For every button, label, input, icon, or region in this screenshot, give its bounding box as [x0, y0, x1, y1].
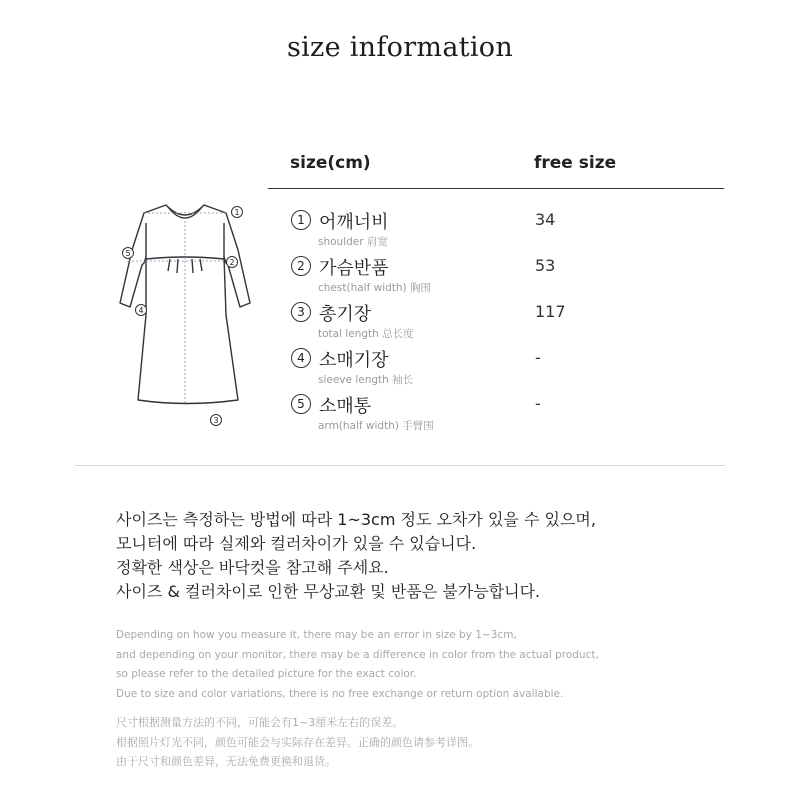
row-value: - — [535, 394, 541, 413]
row-number-badge: 3 — [291, 302, 311, 322]
notes-english — [116, 626, 736, 704]
size-row-shoulder — [291, 208, 591, 254]
note-line: Depending on how you measure it, there may be an error in size by 1~3cm, — [116, 629, 517, 641]
row-label-ko: 소매기장 — [319, 350, 389, 371]
marker-2 — [227, 257, 238, 268]
note-line: 尺寸根据测量方法的不同，可能会有1~3厘米左右的误差。 — [116, 716, 404, 729]
row-number-badge: 1 — [291, 210, 311, 230]
page-title: size information — [286, 32, 514, 63]
row-label-sub: arm(half width) 手臂围 — [318, 420, 434, 432]
size-column-header: size(cm) — [290, 153, 371, 173]
row-value: 117 — [535, 302, 566, 321]
note-line: and depending on your monitor, there may be a difference in color from the actual product, — [116, 648, 599, 661]
dress-sketch — [110, 195, 260, 435]
marker-5 — [123, 248, 134, 259]
size-row-sleeve-length — [291, 346, 591, 392]
size-row-chest — [291, 254, 591, 300]
size-row-arm — [291, 392, 591, 438]
row-label-ko: 소매통 — [319, 396, 372, 417]
note-line: Due to size and color variations, there is no free exchange or return option available. — [116, 687, 564, 700]
row-value: - — [535, 348, 541, 367]
size-table-header — [268, 150, 724, 189]
note-line: 由于尺寸和颜色差异，无法免费更换和退货。 — [116, 755, 336, 768]
notes-chinese — [116, 713, 736, 772]
svg-text:1: 1 — [234, 208, 240, 217]
row-label-sub: total length 总长度 — [318, 328, 414, 340]
row-label-ko: 총기장 — [319, 304, 372, 325]
section-divider — [75, 465, 725, 466]
svg-text:3: 3 — [213, 416, 219, 425]
row-label-ko: 가슴반품 — [319, 258, 389, 279]
note-line: 정확한 색상은 바닥컷을 참고해 주세요. — [116, 558, 389, 577]
marker-1 — [232, 207, 243, 218]
row-number-badge: 4 — [291, 348, 311, 368]
svg-text:4: 4 — [138, 306, 144, 315]
note-line: so please refer to the detailed picture for the exact color. — [116, 668, 417, 680]
row-label-sub: chest(half width) 胸围 — [318, 282, 431, 294]
row-value: 53 — [535, 256, 556, 275]
row-label-sub: shoulder 肩宽 — [318, 236, 388, 248]
size-row-total-length — [291, 300, 591, 346]
note-line: 사이즈 & 컬러차이로 인한 무상교환 및 반품은 불가능합니다. — [116, 582, 541, 601]
row-number-badge: 5 — [291, 394, 311, 414]
row-value: 34 — [535, 210, 556, 229]
note-line: 모니터에 따라 실제와 컬러차이가 있을 수 있습니다. — [116, 534, 477, 553]
free-size-column-header: free size — [534, 153, 617, 173]
marker-4 — [136, 305, 147, 316]
marker-3 — [211, 415, 222, 426]
note-line: 사이즈는 측정하는 방법에 따라 1~3cm 정도 오차가 있을 수 있으며, — [116, 510, 596, 529]
note-line: 根据照片灯光不同，颜色可能会与实际存在差异。正确的颜色请参考详图。 — [116, 735, 479, 749]
row-number-badge: 2 — [291, 256, 311, 276]
svg-text:5: 5 — [125, 249, 131, 258]
svg-text:2: 2 — [229, 258, 235, 267]
notes-korean — [116, 508, 716, 604]
row-label-ko: 어깨너비 — [319, 212, 389, 233]
row-label-sub: sleeve length 袖长 — [318, 374, 414, 386]
